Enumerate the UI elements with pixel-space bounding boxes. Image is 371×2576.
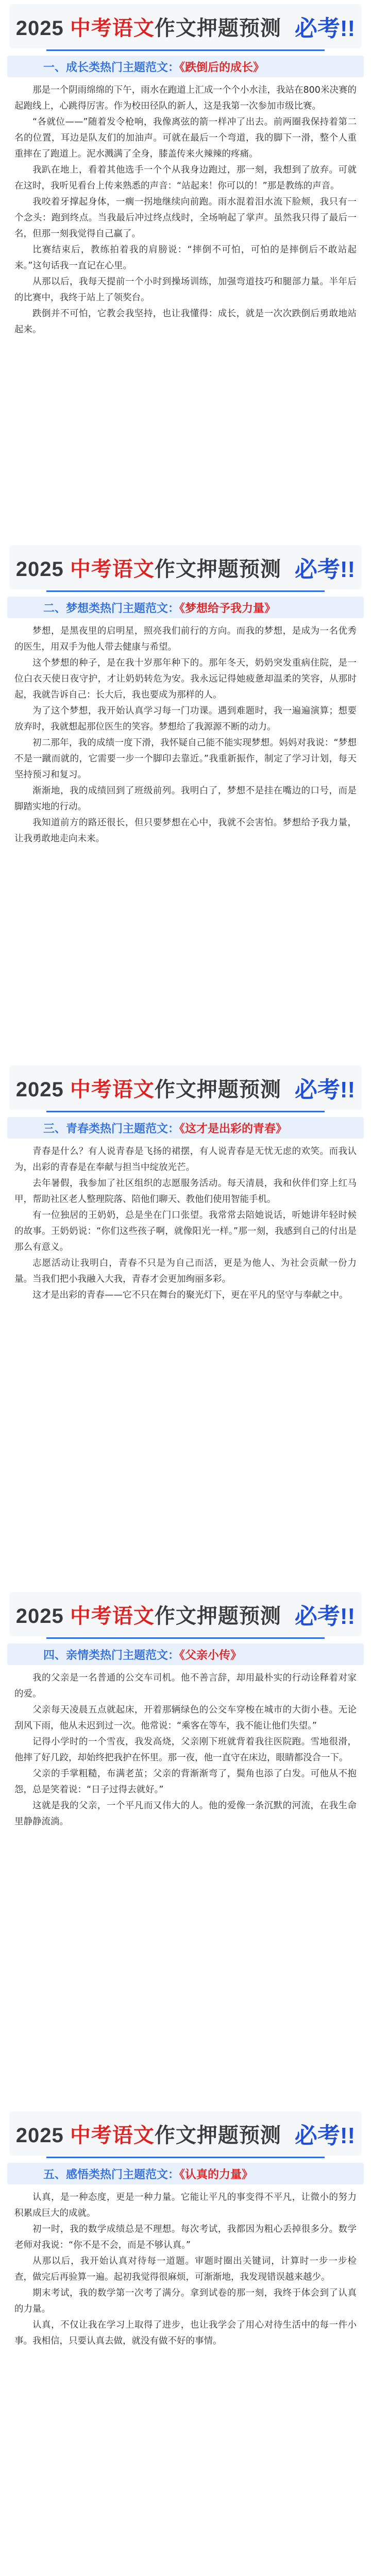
paragraph: 那是一个阴雨绵绵的下午，雨水在跑道上汇成一个个小水洼，我站在800米决赛的起跑线上，心跳得厉害。作为校田径队的新人，这是我第一次参加市级比赛。: [14, 85, 357, 111]
banner-exclaim: 必考!!: [294, 16, 356, 41]
paragraph: 这个梦想的种子，是在我十岁那年种下的。那年冬天，奶奶突发重病住院，是一位白衣天使日夜守护，才让奶奶转危为安。我永远记得她疲惫却温柔的笑容，从那时起，我就告诉自己：长大后，我也要成为那样的人。: [14, 658, 357, 700]
paragraph: 渐渐地，我的成绩回到了班级前列。我明白了，梦想不是挂在嘴边的口号，而是脚踏实地的行动。: [14, 786, 357, 812]
banner-exclaim: 必考!!: [294, 1077, 356, 1103]
divider: [46, 590, 325, 592]
paragraph: 比赛结束后，教练拍着我的肩膀说：“摔倒不可怕，可怕的是摔倒后不敢站起来。”这句话我一直记在心里。: [14, 245, 357, 271]
paragraph: 记得小学时的一个雪夜，我发高烧，父亲刚下班就背着我往医院跑。雪地很滑，他摔了好几跤，却始终把我护在怀里。那一夜，他一直守在床边，眼睛都没合一下。: [14, 1737, 357, 1763]
section-header-2: [7, 597, 364, 618]
banner-title: 2025 中考语文作文押题预测: [15, 557, 281, 581]
banner-title: 2025 中考语文作文押题预测: [15, 16, 281, 40]
divider: [46, 1637, 325, 1639]
paragraph: 父亲每天凌晨五点就起床，开着那辆绿色的公交车穿梭在城市的大街小巷。无论刮风下雨，他从未迟到过一次。他常说：“乘客在等车，我不能让他们失望。”: [14, 1705, 357, 1731]
banner-4: [9, 1592, 362, 1636]
paragraph: 初一时，我的数学成绩总是不理想。每次考试，我都因为粗心丢掉很多分。数学老师对我说：“你不是不会，而是不够认真。”: [14, 2224, 357, 2250]
banner-1: [9, 4, 362, 48]
paragraph: 跌倒并不可怕，它教会我坚持，也让我懂得：成长，就是一次次跌倒后勇敢地站起来。: [14, 309, 357, 335]
banner-3: [9, 1065, 362, 1110]
section-header-1: [7, 56, 364, 77]
paragraph: 为了这个梦想，我开始认真学习每一门功课。遇到难题时，我一遍遍演算；想要放弃时，我就想起那位医生的笑容。梦想给了我源源不断的动力。: [14, 706, 357, 732]
banner-exclaim: 必考!!: [294, 2123, 356, 2148]
paragraph: 我趴在地上，看着其他选手一个个从我身边跑过，那一刻，我想到了放弃。可就在这时，我听见看台上传来熟悉的声音：“站起来！你可以的！”那是教练的声音。: [14, 165, 357, 191]
paragraph: 梦想，是黑夜里的启明星，照亮我们前行的方向。而我的梦想，是成为一名优秀的医生，用双手为他人带去健康与希望。: [14, 626, 357, 652]
essay-4: [14, 1670, 357, 1830]
paragraph: 从那以后，我开始认真对待每一道题。审题时圈出关键词，计算时一步一步检查，做完后再验算一遍。起初我觉得很麻烦，可渐渐地，我发现错误越来越少。: [14, 2256, 357, 2282]
paragraph: 青春是什么？有人说青春是飞扬的裙摆，有人说青春是无忧无虑的欢笑。而我认为，出彩的青春是在奉献与担当中绽放光芒。: [14, 1146, 357, 1173]
divider: [46, 49, 325, 51]
essay-5: [14, 2190, 357, 2349]
paragraph: 我的父亲是一名普通的公交车司机。他不善言辞，却用最朴实的行动诠释着对家的爱。: [14, 1673, 357, 1699]
paragraph: 我咬着牙撑起身体，一瘸一拐地继续向前跑。雨水混着泪水流下脸颊，我只有一个念头：跑到终点。当我最后冲过终点线时，全场响起了掌声。虽然我只得了最后一名，但那一刻我觉得自己赢了。: [14, 197, 357, 239]
divider: [46, 1111, 325, 1112]
banner-title: 2025 中考语文作文押题预测: [15, 1078, 281, 1101]
essay-2: [14, 623, 357, 847]
paragraph: 有一位独居的王奶奶，总是坐在门口张望。我常常去陪她说话，听她讲年轻时候的故事。王奶奶说：“你们这些孩子啊，就像阳光一样。”那一刻，我感到自己的付出是那么有意义。: [14, 1210, 357, 1252]
section-title: 二、梦想类热门主题范文：《梦想给予我力量》: [43, 601, 276, 615]
paragraph: 父亲的手掌粗糙，布满老茧；父亲的背渐渐弯了，鬓角也添了白发。可他从不抱怨，总是笑着说：“日子过得去就好。”: [14, 1769, 357, 1795]
paragraph: 这就是我的父亲，一个平凡而又伟大的人。他的爱像一条沉默的河流，在我生命里静静流淌。: [14, 1801, 357, 1827]
section-title: 四、亲情类热门主题范文：《父亲小传》: [43, 1648, 242, 1662]
section-header-4: [7, 1643, 364, 1665]
section-title: 三、青春类热门主题范文：《这才是出彩的青春》: [43, 1122, 288, 1135]
essay-1: [14, 82, 357, 338]
paragraph: 这才是出彩的青春——它不只在舞台的聚光灯下，更在平凡的坚守与奉献之中。: [32, 1290, 348, 1300]
paragraph: 志愿活动让我明白，青春不只是为自己而活，更是为他人、为社会贡献一份力量。当我们把小我融入大我，青春才会更加绚丽多彩。: [14, 1258, 357, 1284]
section-title: 五、感悟类热门主题范文：《认真的力量》: [43, 2167, 254, 2181]
paragraph: “各就位——”随着发令枪响，我像离弦的箭一样冲了出去。前两圈我保持着第二名的位置，耳边是队友们的加油声。可就在最后一个弯道，我的脚下一滑，整个人重重摔在了跑道上。泥水溅满了全身，膝盖传来火辣辣的疼痛。: [14, 117, 357, 159]
paragraph: 认真，不仅让我在学习上取得了进步，也让我学会了用心对待生活中的每一件小事。我相信，只要认真去做，就没有做不好的事情。: [14, 2320, 357, 2346]
divider: [46, 2157, 325, 2158]
paragraph: 从那以后，我每天提前一个小时到操场训练，加强弯道技巧和腿部力量。半年后的比赛中，我终于站上了领奖台。: [14, 277, 357, 303]
essay-3: [14, 1144, 357, 1303]
paragraph: 初二那年，我的成绩一度下滑，我怀疑自己能不能实现梦想。妈妈对我说：“梦想不是一蹴而就的，它需要一步一个脚印去靠近。”我重新振作，制定了学习计划，每天坚持预习和复习。: [14, 738, 357, 780]
banner-title: 2025 中考语文作文押题预测: [15, 2124, 281, 2147]
banner-5: [9, 2111, 362, 2156]
section-header-3: [7, 1117, 364, 1139]
paragraph: 我知道前方的路还很长，但只要梦想在心中，我就不会害怕。梦想给予我力量，让我勇敢地走向未来。: [14, 818, 357, 844]
banner-title: 2025 中考语文作文押题预测: [15, 1604, 281, 1628]
paragraph: 认真，是一种态度，更是一种力量。它能让平凡的事变得不平凡，让微小的努力积累成巨大的成就。: [14, 2192, 357, 2218]
paragraph: 期末考试，我的数学第一次考了满分。拿到试卷的那一刻，我终于体会到了认真的力量。: [14, 2288, 357, 2314]
banner-2: [9, 545, 362, 589]
paragraph: 去年暑假，我参加了社区组织的志愿服务活动。每天清晨，我和伙伴们穿上红马甲，帮助社区老人整理院落、陪他们聊天、教他们使用智能手机。: [14, 1178, 357, 1205]
banner-exclaim: 必考!!: [294, 1604, 356, 1629]
section-title: 一、成长类热门主题范文：《跌倒后的成长》: [43, 60, 265, 74]
banner-exclaim: 必考!!: [294, 557, 356, 582]
section-header-5: [7, 2163, 364, 2184]
